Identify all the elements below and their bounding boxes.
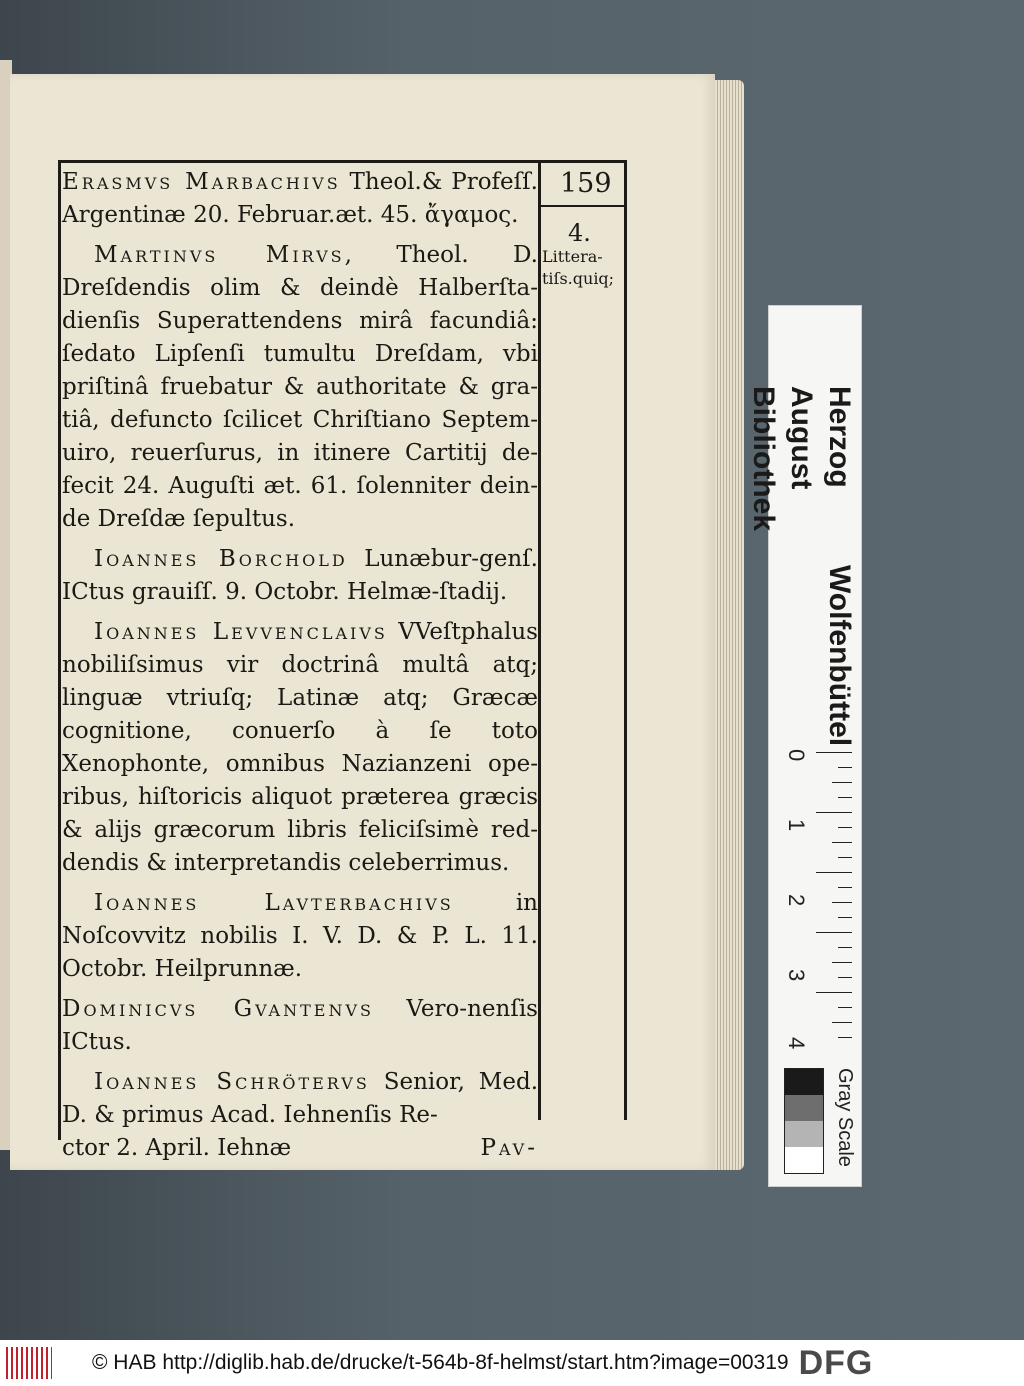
entry-schroeter [62, 1066, 538, 1132]
tick-minor [838, 917, 852, 918]
entry-text: , Theol. D. Dreſdendis olim & deindè Halberſta-dienſis Superattendens mirâ facundiâ: ſedato Lipſenſi tumultu Dreſdam, vbi priſtinâ fruebatur & authoritate & gra-tiâ, defuncto ſcilicet Chriſtiano Septem-uiro, reuerſurus, in itinere Cartitij de-fecit 24. Auguſti æt. 61. ſolenniter dein-de Dreſdæ ſepultus. [62, 242, 538, 532]
tick-minor [838, 947, 852, 948]
entry-text: Lunæbur-genſ. ICtus grauiſſ. 9. Octobr. Helmæ-ſtadij. [62, 546, 538, 605]
entry-name: Erasmvs Marbachivs [62, 169, 341, 195]
frame-left-rule [58, 160, 61, 1140]
entry-text: Senior, Med. D. & primus Acad. Iehnenſis Re- [62, 1069, 539, 1128]
entry-marbach [62, 166, 538, 232]
ruler-title [747, 386, 858, 746]
tick-mid [832, 1022, 852, 1023]
tick-major [816, 992, 852, 993]
tick-minor [838, 1007, 852, 1008]
tick-minor [838, 1037, 852, 1038]
gray-scale-swatches [784, 1068, 824, 1174]
tick-minor [838, 857, 852, 858]
ruler-ticks [816, 752, 852, 1052]
entry-borchold [62, 543, 538, 609]
main-text-column [62, 166, 538, 1165]
entry-text: in Noſcovvitz nobilis I. V. D. & P. L. 11. Octobr. Heilprunnæ. [62, 890, 538, 982]
entry-name: Dominicvs Gvantenvs [62, 996, 374, 1022]
footer-bar [0, 1340, 1024, 1386]
tick-mid [832, 962, 852, 963]
tick-minor [838, 827, 852, 828]
gray-swatch-light [785, 1121, 823, 1147]
tick-minor [838, 887, 852, 888]
tick-mid [832, 782, 852, 783]
tick-minor [838, 977, 852, 978]
entry-lauterbach [62, 887, 538, 986]
copyright-link[interactable]: © HAB http://diglib.hab.de/drucke/t-564b-8f-helmst/start.htm?image=00319 [92, 1351, 789, 1374]
entry-name: Martinvs Mirvs [94, 242, 345, 268]
barcode-icon [6, 1347, 52, 1379]
ruler-title-line2: Wolfenbüttel [823, 564, 856, 746]
tick-major [816, 932, 852, 933]
scale-label-2: 2 [784, 894, 809, 907]
entry-text: VVeſtphalus nobiliſsimus vir doctrinâ multâ atq; linguæ vtriuſq; Latinæ atq; Græcæ cognitione, conuerſo à ſe toto Xenophonte, omnibus Nazianzeni ope-ribus, hiſtoricis aliquot præterea græcis & alijs græcorum libris feliciſsimè red-dendis & interpretandis celeberrimus. [62, 619, 538, 876]
scale-label-0: 0 [784, 749, 809, 762]
dfg-logo: DFG [798, 1343, 874, 1382]
entry-name: Ioannes Borchold [94, 546, 348, 572]
gray-swatch-dark [785, 1095, 823, 1121]
entry-mirus [62, 239, 538, 536]
tick-major [816, 752, 852, 753]
frame-column-rule [538, 160, 541, 1120]
tick-minor [838, 797, 852, 798]
tick-mid [832, 902, 852, 903]
scale-label-3: 3 [784, 969, 809, 982]
entry-name: Ioannes Lavterbachivs [94, 890, 454, 916]
entry-name: Ioannes Levvenclaivs [94, 619, 388, 645]
entry-name: Ioannes Schrötervs [94, 1069, 370, 1095]
scale-label-1: 1 [784, 819, 809, 832]
entry-text: Theol.& Profeſſ. Argentinæ 20. Februar.æt. 45. ἄγαμος. [62, 169, 538, 228]
tick-mid [832, 842, 852, 843]
margin-note: Littera-tiſs.quiq; [542, 247, 615, 288]
catchword: Pav- [480, 1135, 538, 1161]
scale-label-4: 4 [784, 1037, 809, 1050]
ruler-title-line1: Herzog August Bibliothek [747, 386, 856, 532]
gray-swatch-black [785, 1069, 823, 1095]
tick-major [816, 812, 852, 813]
last-line [62, 1132, 538, 1165]
entry-text: Vero-nenſis ICtus. [62, 996, 538, 1055]
tick-major [816, 872, 852, 873]
tick-minor [838, 767, 852, 768]
entry-guantenus [62, 993, 538, 1059]
gray-scale-label: Gray Scale [834, 1068, 856, 1167]
frame-right-rule [624, 160, 627, 1120]
page-number: 159 [560, 168, 612, 199]
margin-number: 4. [568, 219, 591, 247]
entry-leunclavius [62, 616, 538, 880]
gray-swatch-white [785, 1147, 823, 1173]
frame-margin-separator [541, 205, 626, 207]
last-line-text: ctor 2. April. Iehnæ [62, 1135, 292, 1161]
